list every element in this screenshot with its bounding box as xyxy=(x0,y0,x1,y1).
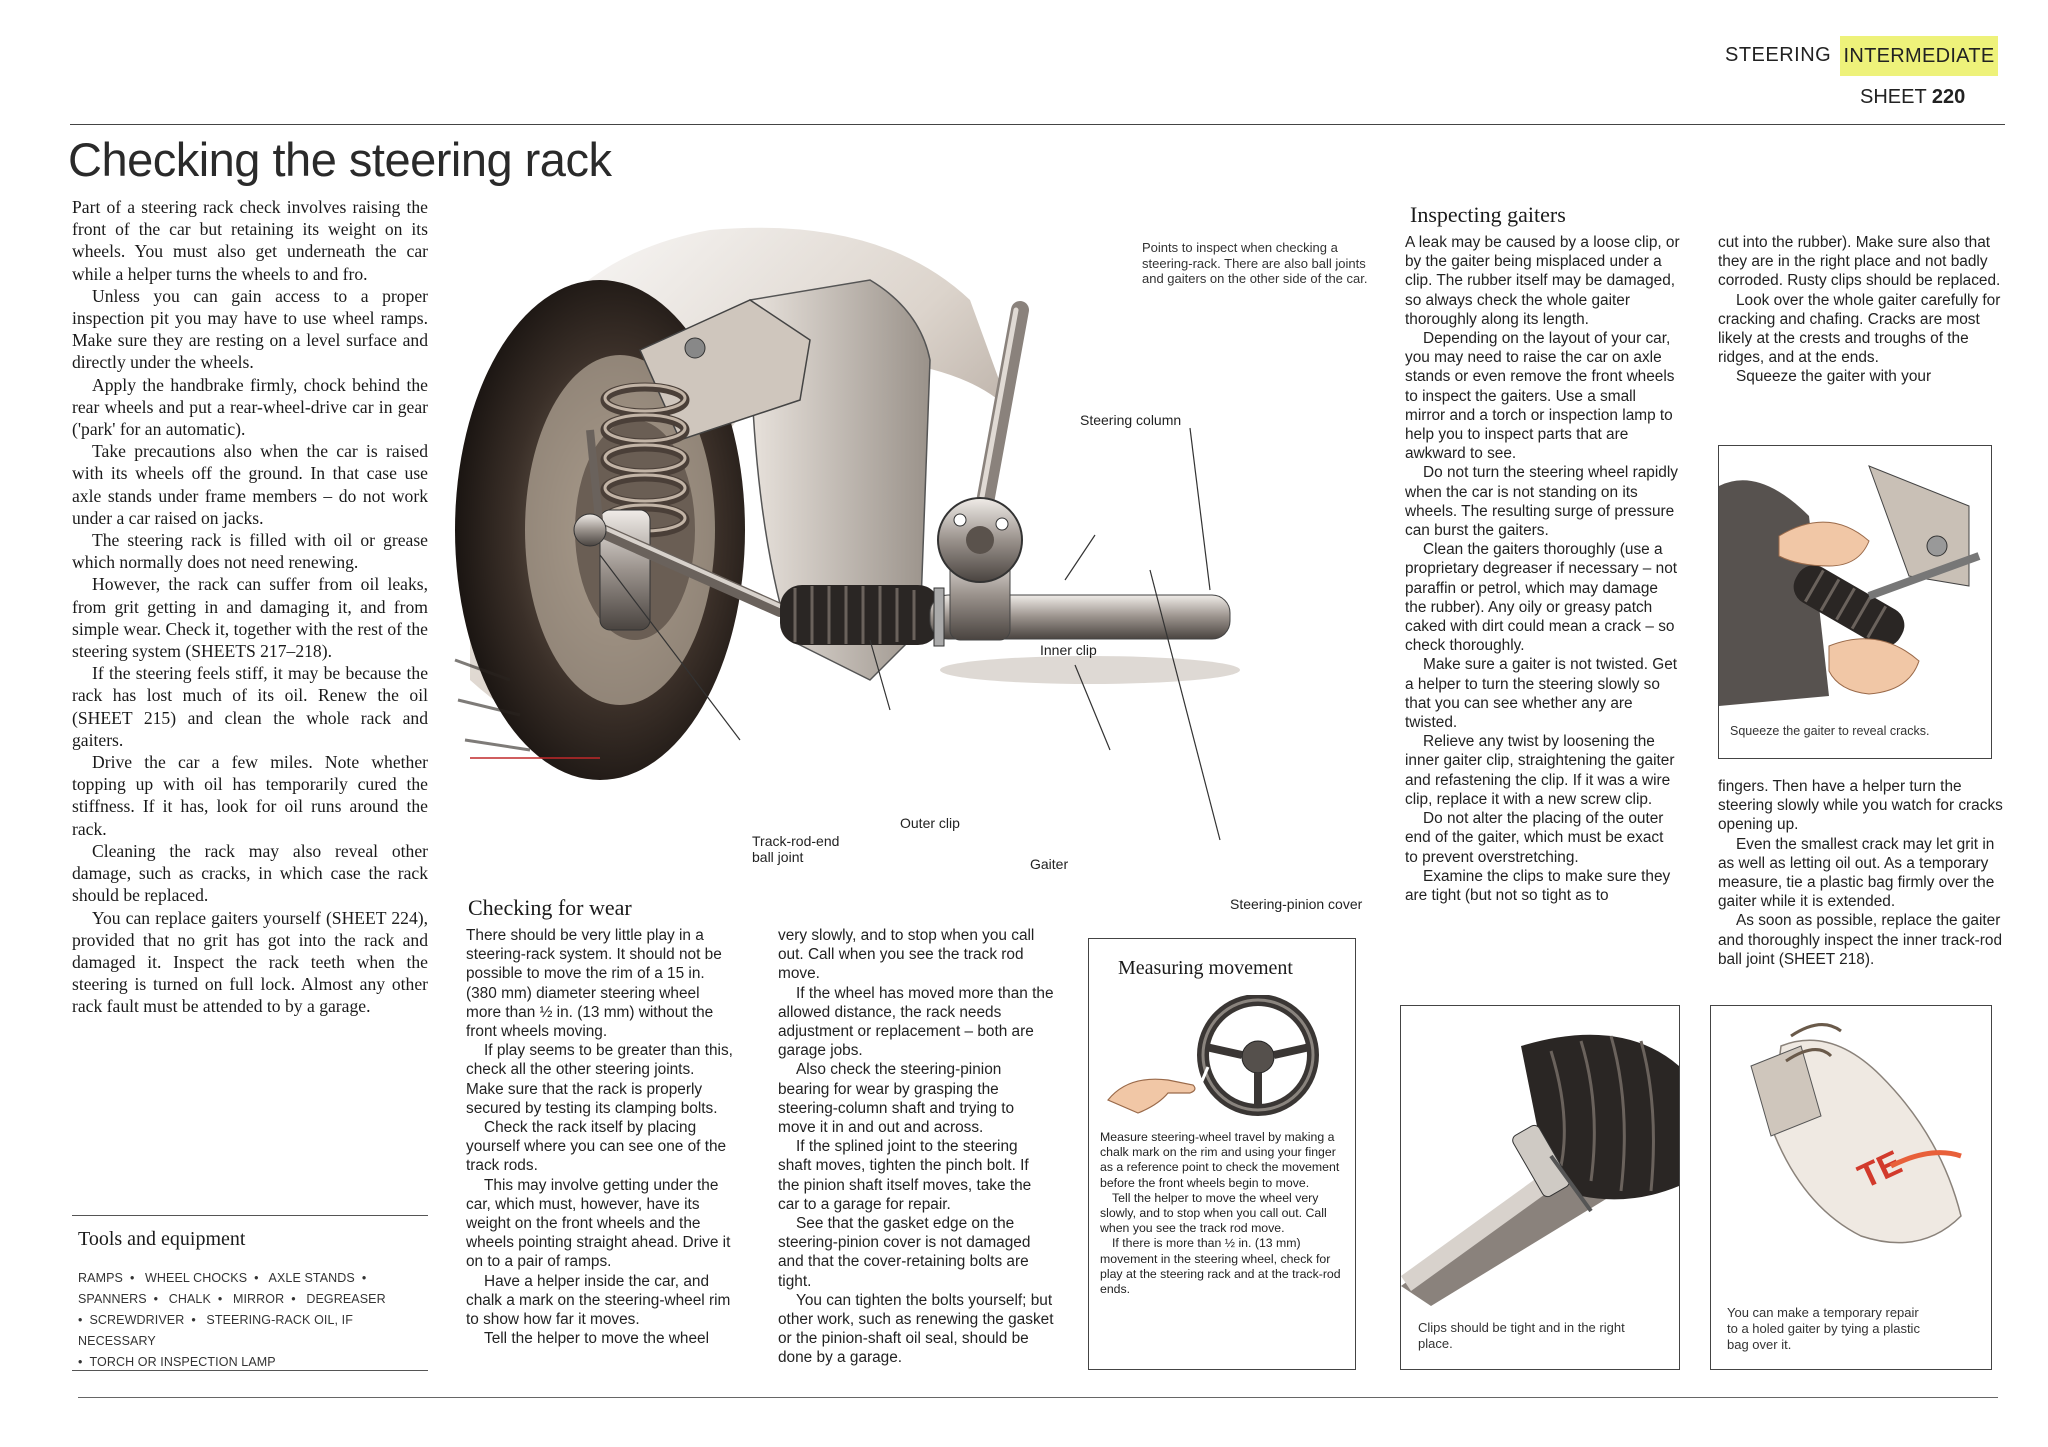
intro-paragraph: If the steering feels stiff, it may be because the rack has lost much of its oil. Renew the oil (SHEET 215) and clean the whole rack and gaiters. xyxy=(72,663,428,750)
label-steering-column: Steering column xyxy=(1080,412,1182,428)
gaiters-heading: Inspecting gaiters xyxy=(1410,202,1566,227)
intro-paragraph: Drive the car a few miles. Note whether topping up with oil has temporarily cured the stiffness. If it has, look for oil runs around the rack. xyxy=(72,752,428,839)
sheet-word: SHEET xyxy=(1860,86,1927,108)
gaiters-paragraph: Depending on the layout of your car, you may need to raise the car on axle stands or even remove the front wheels to inspect the gaiters. Use a small mirror and a torch or inspection lamp to help you to inspect parts that are awkward to see. xyxy=(1405,330,1675,463)
clips-illustration xyxy=(1401,1006,1679,1306)
bag-caption: You can make a temporary repair to a holed gaiter by tying a plastic bag over it. xyxy=(1727,1305,1920,1352)
tool-item: SCREWDRIVER xyxy=(89,1313,185,1327)
intro-paragraph: Take precautions also when the car is raised with its wheels off the ground. In that case use axle stands under frame members – do not work under a car raised on jacks. xyxy=(72,441,428,528)
label-track-rod-end: Track-rod-end ball joint xyxy=(752,833,840,865)
gaiters-paragraph: Examine the clips to make sure they are tight (but not so tight as to xyxy=(1405,867,1671,904)
label-inner-clip: Inner clip xyxy=(1040,642,1097,658)
measuring-text xyxy=(1100,1130,1345,1297)
label-gaiter: Gaiter xyxy=(1030,856,1069,872)
tool-item: STEERING-RACK OIL, IF NECESSARY xyxy=(78,1313,353,1348)
gaiter-shape xyxy=(780,585,940,645)
gaiters-paragraph: Make sure a gaiter is not twisted. Get a helper to turn the steering slowly so that you can see whether any are twisted. xyxy=(1405,656,1678,732)
intro-paragraph: The steering rack is filled with oil or grease which normally does not need renewing. xyxy=(72,530,428,573)
wear-paragraph: See that the gasket edge on the steering-pinion cover is not damaged and that the cover-retaining bolts are tight. xyxy=(778,1215,1031,1290)
gaiters-paragraph: A leak may be caused by a loose clip, or by the gaiter being misplaced under a clip. The rubber itself may be damaged, so always check the whole gaiter thoroughly along its length. xyxy=(1405,234,1680,328)
hand-shape xyxy=(1108,1079,1195,1113)
wear-column-2 xyxy=(778,926,1054,1368)
wear-paragraph: Tell the helper to move the wheel xyxy=(484,1330,710,1348)
tool-item: MIRROR xyxy=(232,1292,285,1306)
squeeze-gaiter-illustration xyxy=(1719,446,1991,716)
gaiters-paragraph: Relieve any twist by loosening the inner gaiter clip, straightening the gaiter and refastening the clip. If it was a wire clip, replace it with a new screw clip. xyxy=(1405,733,1675,808)
tool-item: CHALK xyxy=(168,1292,211,1306)
wear-paragraph: Also check the steering-pinion bearing for wear by grasping the steering-column shaft and trying to move it in and out and across. xyxy=(778,1061,1015,1137)
wear-paragraph: If play seems to be greater than this, check all the other steering joints. Make sure that the rack is properly secured by testing its clamping bolts. xyxy=(466,1042,733,1117)
intro-paragraph: Part of a steering rack check involves raising the front of the car but retaining its weight on its wheels. You must also get underneath the car while a helper turns the wheels to and fro. xyxy=(72,197,428,284)
wear-column-1 xyxy=(466,926,736,1348)
gaiters-paragraph: Clean the gaiters thoroughly (use a proprietary degreaser if necessary – not paraffin or petrol, which may damage the rubber). Any oily or greasy patch caked with dirt could mean a crack – so check thoroughly. xyxy=(1405,541,1678,655)
plastic-bag-illustration xyxy=(1711,1006,1991,1296)
clips-caption: Clips should be tight and in the right place. xyxy=(1418,1320,1625,1351)
measuring-paragraph: Measure steering-wheel travel by making a chalk mark on the rim and using your finger as a reference point to check the movement before the front wheels begin to move. xyxy=(1100,1130,1340,1190)
intro-paragraph: Apply the handbrake firmly, chock behind the rear wheels and put a rear-wheel-drive car in gear ('park' for an automatic). xyxy=(72,374,428,440)
tool-item: SPANNERS xyxy=(78,1292,147,1306)
gaiters-column-1 xyxy=(1405,233,1680,905)
steering-wheel-illustration xyxy=(1098,995,1348,1125)
wear-paragraph: very slowly, and to stop when you call out. Call when you see the track rod move. xyxy=(778,927,1035,983)
gaiters-paragraph: Look over the whole gaiter carefully for cracking and chafing. Cracks are most likely at the crests and troughs of the ridges, and at the ends. xyxy=(1718,291,2001,367)
label-pinion-cover: Steering-pinion cover xyxy=(1230,896,1363,912)
intro-paragraph: You can replace gaiters yourself (SHEET 224), provided that no grit has got into the rack and damaged it. Inspect the rack teeth when the steering is turned on full lock. Almost any other rack fault must be attended to by a garage. xyxy=(72,907,428,1017)
tool-item: RAMPS xyxy=(78,1271,123,1285)
label-outer-clip: Outer clip xyxy=(900,815,960,831)
squeeze-gaiter-figure xyxy=(1718,445,1992,759)
gaiters-paragraph: Squeeze the gaiter with your xyxy=(1736,368,1932,386)
sheet-label xyxy=(1860,86,1965,109)
intro-text xyxy=(72,196,428,1018)
level-badge: INTERMEDIATE xyxy=(1840,36,1998,76)
wear-paragraph: This may involve getting under the car, which must, however, have its weight on the front wheels and the wheels pointing straight ahead. Drive it on to a pair of ramps. xyxy=(466,1176,731,1271)
gaiters-paragraph: fingers. Then have a helper turn the steering slowly while you watch for cracks opening up. xyxy=(1718,778,2003,834)
measuring-heading: Measuring movement xyxy=(1118,957,1293,979)
illustration-caption: Points to inspect when checking a steering-rack. There are also ball joints and gaiters on the other side of the car. xyxy=(1142,240,1368,286)
tool-item: DEGREASER xyxy=(306,1292,386,1306)
wear-paragraph: If the splined joint to the steering shaft moves, tighten the pinch bolt. If the pinion shaft itself moves, take the car to a garage for repair. xyxy=(778,1138,1032,1213)
tool-item: AXLE STANDS xyxy=(268,1271,355,1285)
wear-paragraph: Have a helper inside the car, and chalk a mark on the steering-wheel rim to show how far it moves. xyxy=(466,1272,731,1329)
wear-paragraph: There should be very little play in a steering-rack system. It should not be possible to move the rim of a 15 in. (380 mm) diameter steering wheel more than ½ in. (13 mm) without the front wheels moving. xyxy=(466,927,722,1041)
gaiters-paragraph: cut into the rubber). Make sure also that they are in the right place and not badly corroded. Rusty clips should be replaced. xyxy=(1718,234,2001,290)
steering-rack-illustration xyxy=(450,210,1380,890)
tools-rule-top xyxy=(72,1215,428,1216)
wear-heading: Checking for wear xyxy=(468,895,632,920)
gaiters-column-3 xyxy=(1718,777,2003,969)
bottom-rule xyxy=(78,1397,1998,1398)
wear-paragraph: Check the rack itself by placing yourself where you can see one of the track rods. xyxy=(466,1119,727,1175)
tools-list: RAMPS • WHEEL CHOCKS • AXLE STANDS • SPANNERS • CHALK • MIRROR • DEGREASER • SCREWDRIVER • STEERING-RACK OIL, IF NECESSARY • TORCH OR INSPECTION LAMP xyxy=(78,1271,386,1369)
wear-paragraph: If the wheel has moved more than the allowed distance, the rack needs adjustment or replacement – both are garage jobs. xyxy=(778,984,1054,1060)
tool-item: WHEEL CHOCKS xyxy=(145,1271,248,1285)
intro-paragraph: Unless you can gain access to a proper inspection pit you may have to use wheel ramps. Make sure they are resting on a level surface and directly under the wheels. xyxy=(72,285,428,373)
gaiters-paragraph: Do not alter the placing of the outer end of the gaiter, which must be exact to prevent overstretching. xyxy=(1405,810,1664,866)
gaiters-paragraph: Even the smallest crack may let grit in as well as letting oil out. As a temporary measure, tie a plastic bag firmly over the gaiter while it is extended. xyxy=(1718,835,1995,911)
measuring-paragraph: If there is more than ½ in. (13 mm) movement in the steering wheel, check for play at the steering rack and at the track-rod ends. xyxy=(1100,1236,1341,1297)
gaiters-column-2 xyxy=(1718,233,2003,387)
top-rule xyxy=(70,124,2005,125)
wear-paragraph: You can tighten the bolts yourself; but other work, such as renewing the gasket or the pinion-shaft oil seal, should be done by a garage. xyxy=(778,1291,1054,1367)
measuring-paragraph: Tell the helper to move the wheel very slowly, and to stop when you call out. Call when you see the track rod move. xyxy=(1100,1190,1327,1236)
bag-print-text: TE xyxy=(1852,1143,1908,1197)
ball-joint-shape xyxy=(574,514,606,546)
tool-item: TORCH OR INSPECTION LAMP xyxy=(89,1355,276,1369)
clips-figure xyxy=(1400,1005,1680,1370)
tools-rule-bottom xyxy=(72,1370,428,1371)
section-label: STEERING xyxy=(1725,44,1832,66)
page-title: Checking the steering rack xyxy=(68,133,612,186)
sheet-number: 220 xyxy=(1931,86,1966,108)
gaiters-paragraph: As soon as possible, replace the gaiter and thoroughly inspect the inner track-rod ball joint (SHEET 218). xyxy=(1718,912,2003,968)
tools-title: Tools and equipment xyxy=(78,1228,246,1250)
intro-paragraph: Cleaning the rack may also reveal other damage, such as cracks, in which case the rack should be replaced. xyxy=(72,840,428,906)
squeeze-caption: Squeeze the gaiter to reveal cracks. xyxy=(1730,724,1930,738)
gaiters-paragraph: Do not turn the steering wheel rapidly when the car is not standing on its wheels. The resulting surge of pressure can burst the gaiters. xyxy=(1405,464,1678,540)
intro-paragraph: However, the rack can suffer from oil leaks, from grit getting in and damaging it, and from simple wear. Check it, together with the rest of the steering system (SHEETS 217–218). xyxy=(72,574,428,662)
